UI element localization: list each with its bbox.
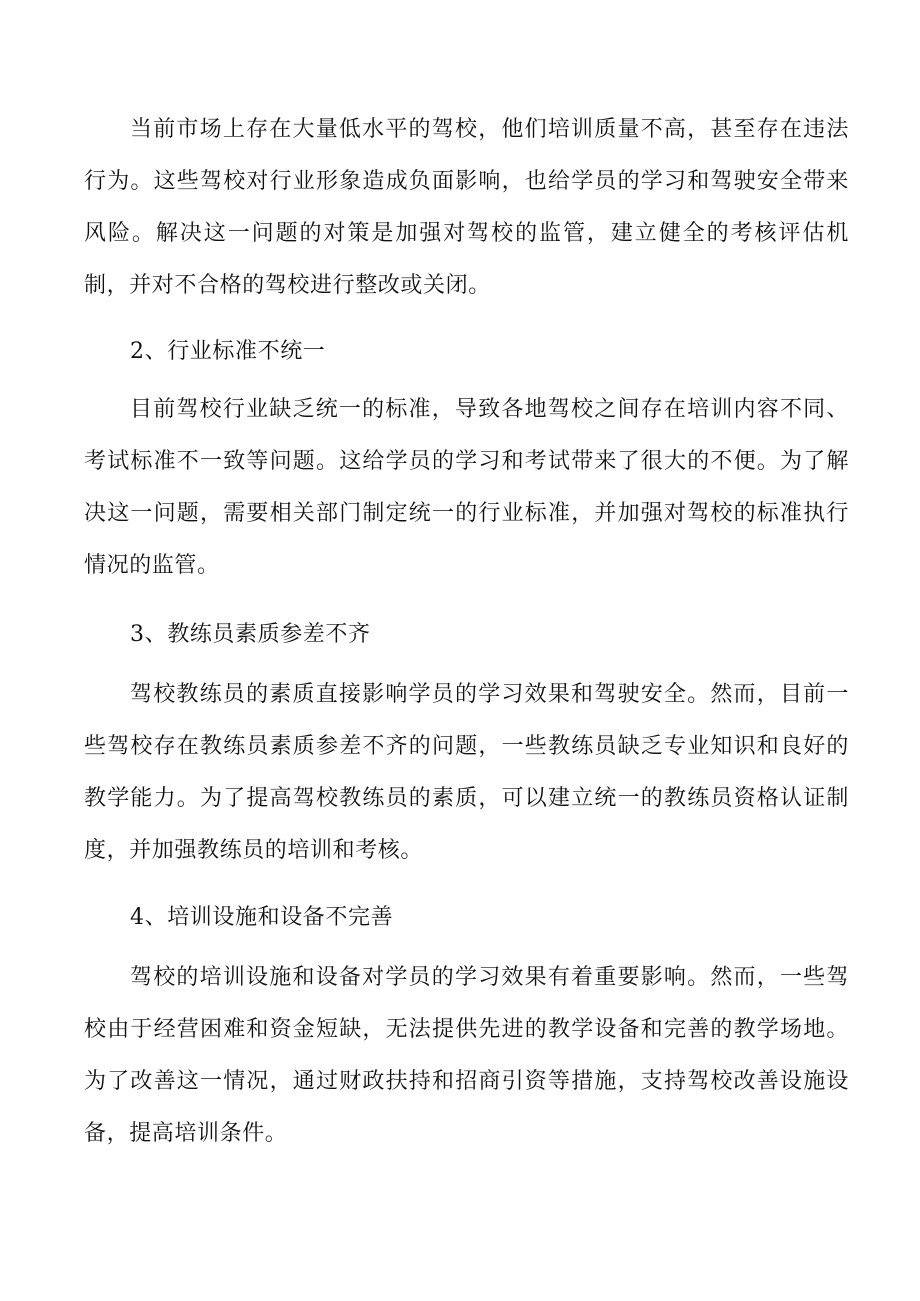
paragraph-training-facilities: 驾校的培训设施和设备对学员的学习效果有着重要影响。然而，一些驾校由于经营困难和资金短缺，无法提供先进的教学设备和完善的教学场地。为了改善这一情况，通过财政扶持和招商引资等措施，支持驾校改善设施设备，提高培训条件。 [84,965,849,1146]
paragraph-industry-standards: 目前驾校行业缺乏统一的标准，导致各地驾校之间存在培训内容不同、考试标准不一致等问题。这给学员的学习和考试带来了很大的不便。为了解决这一问题，需要相关部门制定统一的行业标准，并加强对驾校的标准执行情况的监管。 [84,397,849,578]
section-heading-instructor-quality: 3、教练员素质参差不齐 [130,622,371,647]
paragraph-instructor-quality: 驾校教练员的素质直接影响学员的学习效果和驾驶安全。然而，目前一些驾校存在教练员素质参差不齐的问题，一些教练员缺乏专业知识和良好的教学能力。为了提高驾校教练员的素质，可以建立统一的教练员资格认证制度，并加强教练员的培训和考核。 [84,682,849,863]
section-heading-industry-standards: 2、行业标准不统一 [130,339,326,364]
paragraph-low-quality-schools: 当前市场上存在大量低水平的驾校，他们培训质量不高，甚至存在违法行为。这些驾校对行业形象造成负面影响，也给学员的学习和驾驶安全带来风险。解决这一问题的对策是加强对驾校的监管，建立健全的考核评估机制，并对不合格的驾校进行整改或关闭。 [84,117,849,298]
section-heading-training-facilities: 4、培训设施和设备不完善 [130,905,394,930]
